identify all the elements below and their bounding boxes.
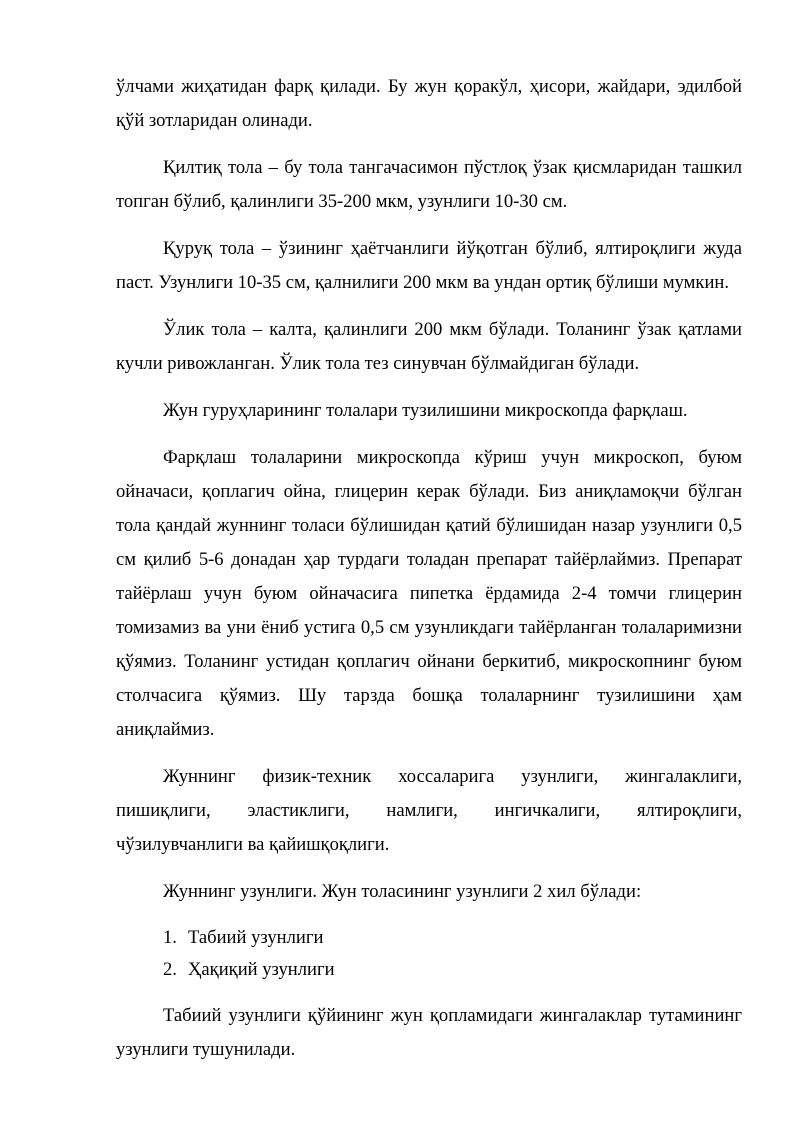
paragraph-microscope-procedure: Фарқлаш толаларини микроскопда кўриш учун микроскоп, буюм ойначаси, қоплагич ойна, глицерин керак бўлади. Биз аниқламоқчи бўлган тола қандай жуннинг толаси бўлишидан қатий бўлишидан назар узунлиги 0,5 см қилиб 5-6 донадан ҳар турдаги толадан препарат тайёрлаймиз. Препарат тайёрлаш учун буюм ойначасига пипетка ёрдамида 2-4 томчи глицерин томизамиз ва уни ёниб устига 0,5 см узунликдаги тайёрланган толаларимизни қўямиз. Толанинг устидан қоплагич ойнани беркитиб, микроскопнинг буюм столчасига қўямиз. Шу тарзда бошқа толаларнинг тузилишини ҳам аниқлаймиз.	[116, 447, 742, 740]
length-types-list	[116, 922, 742, 986]
list-item	[116, 954, 742, 986]
paragraph-natural-length: Табиий узунлиги қўйининг жун қопламидаги жингалаклар тутамининг узунлиги тушунилади.	[116, 1005, 742, 1060]
list-item-number: 1.	[163, 927, 177, 948]
list-item-text: Табиий узунлиги	[188, 927, 324, 948]
paragraph-quruq-tola: Қуруқ тола – ўзининг ҳаётчанлиги йўқотган бўлиб, ялтироқлиги жуда паст. Узунлиги 10-35 см, қалнилиги 200 мкм ва ундан ортиқ бўлиши мумкин.	[116, 238, 742, 293]
paragraph-wool-length: Жуннинг узунлиги. Жун толасининг узунлиги 2 хил бўлади:	[163, 881, 642, 902]
paragraph-continuation: ўлчами жиҳатидан фарқ қилади. Бу жун қоракўл, ҳисори, жайдари, эдилбой қўй зотларидан олинади.	[116, 76, 742, 131]
section-heading-microscope: Жун гуруҳларининг толалари тузилишини микроскопда фарқлаш.	[163, 400, 688, 421]
list-item	[116, 922, 742, 954]
paragraph-qiltiq-tola: Қилтиқ тола – бу тола тангачасимон пўстлоқ ўзак қисмларидан ташкил топган бўлиб, қалинлиги 35-200 мкм, узунлиги 10-30 см.	[116, 157, 742, 212]
document-body	[116, 70, 742, 1067]
paragraph-ulik-tola: Ўлик тола – калта, қалинлиги 200 мкм бўлади. Толанинг ўзак қатлами кучли ривожланган. Ўлик тола тез синувчан бўлмайдиган бўлади.	[116, 319, 742, 374]
list-item-text: Ҳақиқий узунлиги	[188, 959, 335, 980]
paragraph-physical-properties: Жуннинг физик-техник хоссаларига узунлиги, жингалаклиги, пишиқлиги, эластиклиги, намлиги, ингичкалиги, ялтироқлиги, чўзилувчанлиги ва қайишқоқлиги.	[116, 766, 742, 855]
list-item-number: 2.	[163, 959, 177, 980]
